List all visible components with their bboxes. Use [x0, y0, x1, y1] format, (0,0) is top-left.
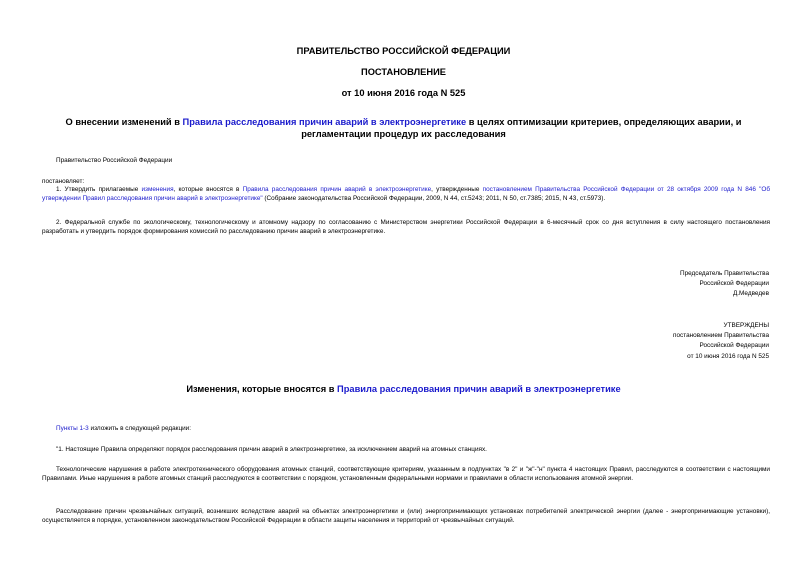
rules-link[interactable]: Правила расследования причин аварий в электроэнергетике: [242, 186, 432, 193]
signature-line-3: Д.Медведев: [732, 290, 769, 298]
paragraph-1: [42, 186, 770, 203]
changes-title-link[interactable]: Правила расследования причин аварий в электроэнергетике: [337, 384, 621, 394]
changes-item-1: [56, 425, 191, 434]
title-rules-link[interactable]: Правила расследования причин аварий в электроэнергетике: [182, 117, 467, 127]
signature-line-2: Российской Федерации: [699, 280, 769, 288]
government-heading: ПРАВИТЕЛЬСТВО РОССИЙСКОЙ ФЕДЕРАЦИИ: [296, 46, 511, 56]
p1-text-2: , которые вносятся в: [173, 186, 243, 193]
changes-link[interactable]: изменения: [141, 186, 174, 193]
resolves-label: постановляет:: [42, 178, 85, 185]
changes-heading: [0, 384, 807, 394]
approved-line-1: УТВЕРЖДЕНЫ: [723, 322, 769, 329]
p1-text-3: , утвержденные: [431, 186, 483, 193]
resolution-846-link[interactable]: постановлением Правительства Российской Федерации от 28 октября 2009 года N 846 "Об утверждении Правил расследования причин аварий в электроэнергетике": [42, 186, 770, 202]
changes-title-prefix: Изменения, которые вносятся в: [186, 384, 338, 394]
signature-line-1: Председатель Правительства: [680, 270, 769, 277]
signature-block: [680, 269, 769, 300]
quote-paragraph-3: Расследование причин чрезвычайных ситуаций, возникших вследствие аварий на объектах электроэнергетики и (или) энергопринимающих установках потребителей электрической энергии (далее - энергопринимающие установки), осуществляется в порядке, установленном законодательством Российской Федерации в области защиты населения и территорий от чрезвычайных ситуаций.: [42, 508, 770, 524]
paragraph-2: 2. Федеральной службе по экологическому, технологическому и атомному надзору по согласованию с Министерством энергетики Российской Федерации в 6-месячный срок со дня вступления в силу настоящего постановления разработать и утвердить порядок формирования комиссий по расследованию причин аварий в электроэнергетике.: [42, 219, 770, 235]
p1-text-4: (Собрание законодательства Российской Федерации, 2009, N 44, ст.5243; 2011, N 50, ст.7385; 2015, N 43, ст.5973).: [262, 194, 606, 202]
item-1-text: изложить в следующей редакции:: [88, 425, 192, 432]
approved-line-4: от 10 июня 2016 года N 525: [687, 352, 769, 360]
approved-line-3: Российской Федерации: [699, 342, 769, 350]
doc-type-heading: ПОСТАНОВЛЕНИЕ: [361, 67, 446, 77]
quote-paragraph-2: Технологические нарушения в работе электротехнического оборудования атомных станций, соответствующие критериям, указанным в подпунктах "в 2" и "ж"-"н" пункта 4 настоящих Правил, расследуются в соответствии с настоящими Правилами. Иные нарушения в работе атомных станций расследуются в соответствии с порядком, установленным федеральными нормами и правилами в области использования атомной энергии.: [42, 466, 770, 482]
document-title: [40, 116, 767, 140]
title-prefix: О внесении изменений в: [65, 117, 183, 127]
items-1-3-link[interactable]: Пункты 1-3: [56, 425, 89, 432]
approved-block: [673, 321, 769, 362]
quote-paragraph-1: "1. Настоящие Правила определяют порядок расследования причин аварий в электроэнергетике, за исключением аварий на атомных станциях.: [56, 446, 487, 453]
title-suffix: в целях оптимизации критериев, определяющих аварии, и регламентации процедур их расследования: [301, 117, 742, 139]
approved-line-2: постановлением Правительства: [673, 332, 769, 340]
p1-text-1: 1. Утвердить прилагаемые: [56, 186, 142, 193]
government-label: Правительство Российской Федерации: [56, 157, 173, 164]
date-number-heading: от 10 июня 2016 года N 525: [341, 88, 466, 98]
